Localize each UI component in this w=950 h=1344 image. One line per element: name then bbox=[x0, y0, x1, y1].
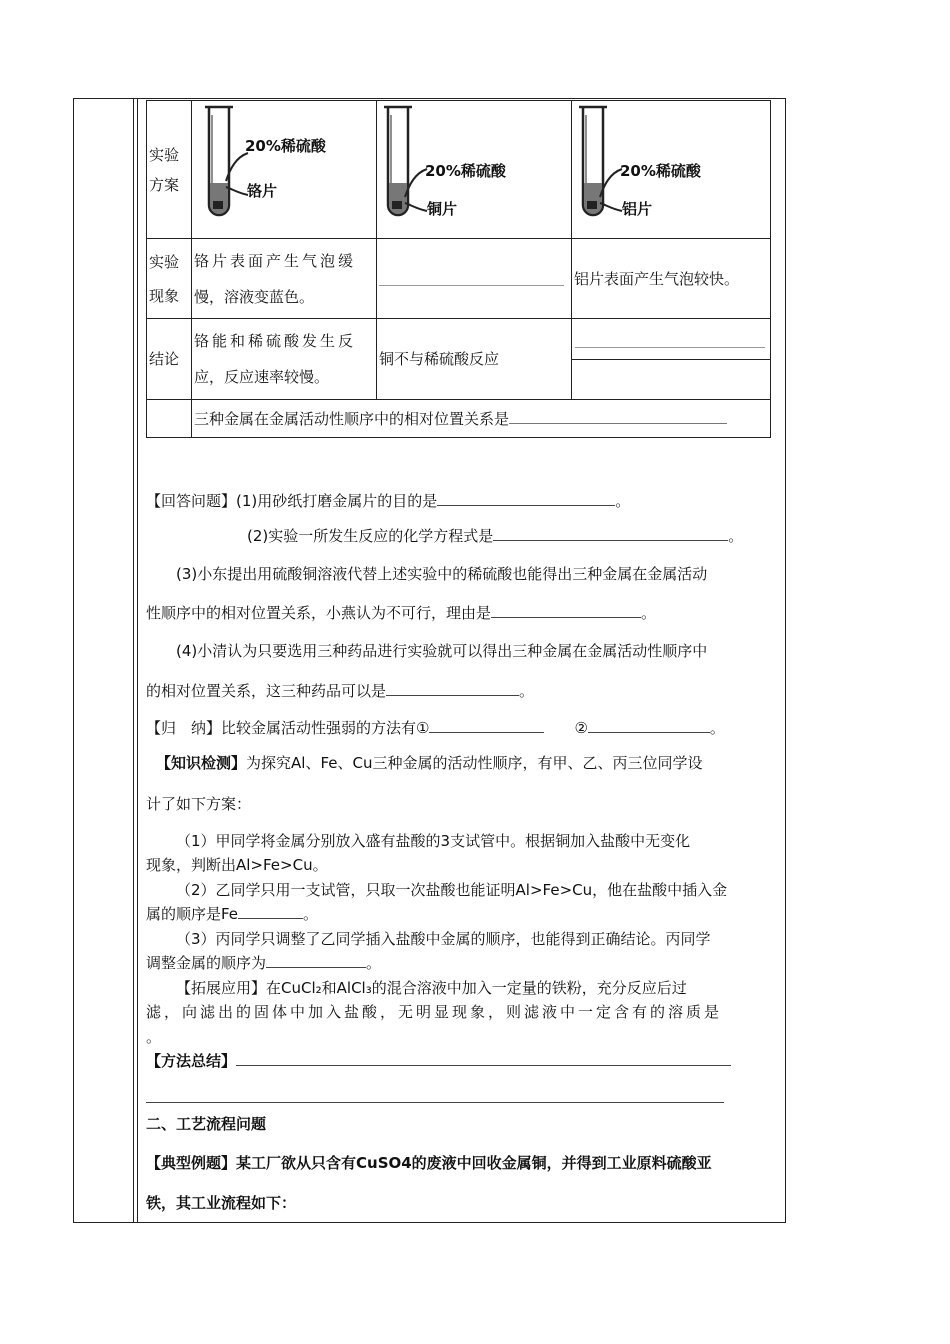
pointer-lines-icon bbox=[222, 151, 250, 197]
frame-divider-2 bbox=[137, 98, 138, 1223]
row-label-plan: 实验 方案 bbox=[147, 101, 192, 239]
pointer-lines-icon bbox=[401, 167, 429, 213]
knowledge-p1-line1: （1）甲同学将金属分别放入盛有盐酸的3支试管中。根据铜加入盐酸中无变化 bbox=[176, 832, 691, 850]
extend-line1: 【拓展应用】在CuCl₂和AlCl₃的混合溶液中加入一定量的铁粉，充分反应后过 bbox=[176, 979, 687, 997]
knowledge-line2: 计了如下方案： bbox=[146, 795, 252, 813]
answer-q3-line1: (3)小东提出用硫酸铜溶液代替上述实验中的稀硫酸也能得出三种金属在金属活动 bbox=[176, 565, 708, 583]
empty-label-cell bbox=[147, 400, 192, 438]
answer-q1: 【回答问题】(1)用砂纸打磨金属片的目的是 。 bbox=[146, 492, 631, 510]
section-title: 二、工艺流程问题 bbox=[146, 1115, 267, 1133]
phenomenon-aluminum: 铝片表面产生气泡较快。 bbox=[572, 239, 771, 319]
knowledge-p3-line2: 调整金属的顺序为 。 bbox=[146, 954, 382, 972]
conclusion-chromium: 铬能和稀硫酸发生反 应，反应速率较慢。 bbox=[192, 319, 377, 400]
knowledge-p1-line2: 现象，判断出Al>Fe>Cu。 bbox=[146, 856, 328, 874]
answer-q4-line2: 的相对位置关系，这三种药品可以是 。 bbox=[146, 682, 535, 700]
tube-cell-aluminum: 20%稀硫酸 铝片 bbox=[572, 101, 771, 239]
knowledge-line1: 【知识检测】为探究Al、Fe、Cu三种金属的活动性顺序，有甲、乙、丙三位同学设 bbox=[156, 754, 703, 772]
row-label-phenomenon: 实验 现象 bbox=[147, 239, 192, 319]
extend-line3: 。 bbox=[146, 1028, 162, 1046]
extend-line2: 滤，向滤出的固体中加入盐酸，无明显现象，则滤液中一定含有的溶质是 bbox=[146, 1003, 723, 1021]
tube-cell-copper: 20%稀硫酸 铜片 bbox=[377, 101, 572, 239]
phenomenon-chromium: 铬片表面产生气泡缓 慢，溶液变蓝色。 bbox=[192, 239, 377, 319]
summary-line: 【归 纳】比较金属活动性强弱的方法有① ② 。 bbox=[146, 719, 725, 737]
pointer-lines-icon bbox=[596, 167, 624, 213]
row-label-conclusion: 结论 bbox=[147, 319, 192, 400]
knowledge-p2-line1: （2）乙同学只用一支试管，只取一次盐酸也能证明Al>Fe>Cu，他在盐酸中插入金 bbox=[176, 881, 728, 899]
conclusion-aluminum-blank[interactable] bbox=[572, 319, 771, 400]
method-summary-line2 bbox=[146, 1102, 724, 1103]
method-summary: 【方法总结】 bbox=[146, 1050, 731, 1071]
conclusion-copper: 铜不与稀硫酸反应 bbox=[377, 319, 572, 400]
phenomenon-copper-blank[interactable] bbox=[377, 239, 572, 319]
knowledge-p3-line1: （3）丙同学只调整了乙同学插入盐酸中金属的顺序，也能得到正确结论。丙同学 bbox=[176, 930, 711, 948]
answer-q3-line2: 性顺序中的相对位置关系，小燕认为不可行，理由是 。 bbox=[146, 604, 657, 622]
example-line2: 铁，其工业流程如下： bbox=[146, 1194, 297, 1212]
frame-divider-1 bbox=[133, 98, 134, 1223]
answer-q4-line1: (4)小清认为只要选用三种药品进行实验就可以得出三种金属在金属活动性顺序中 bbox=[176, 642, 708, 660]
experiment-table bbox=[146, 100, 771, 438]
answer-q2: (2)实验一所发生反应的化学方程式是 。 bbox=[247, 527, 744, 545]
example-line1: 【典型例题】某工厂欲从只含有CuSO4的废液中回收金属铜，并得到工业原料硫酸亚 bbox=[146, 1154, 712, 1172]
tube-cell-chromium: 20%稀硫酸 铬片 bbox=[192, 101, 377, 239]
relative-position-row: 三种金属在金属活动性顺序中的相对位置关系是 bbox=[192, 400, 771, 438]
knowledge-p2-line2: 属的顺序是Fe 。 bbox=[146, 905, 319, 923]
